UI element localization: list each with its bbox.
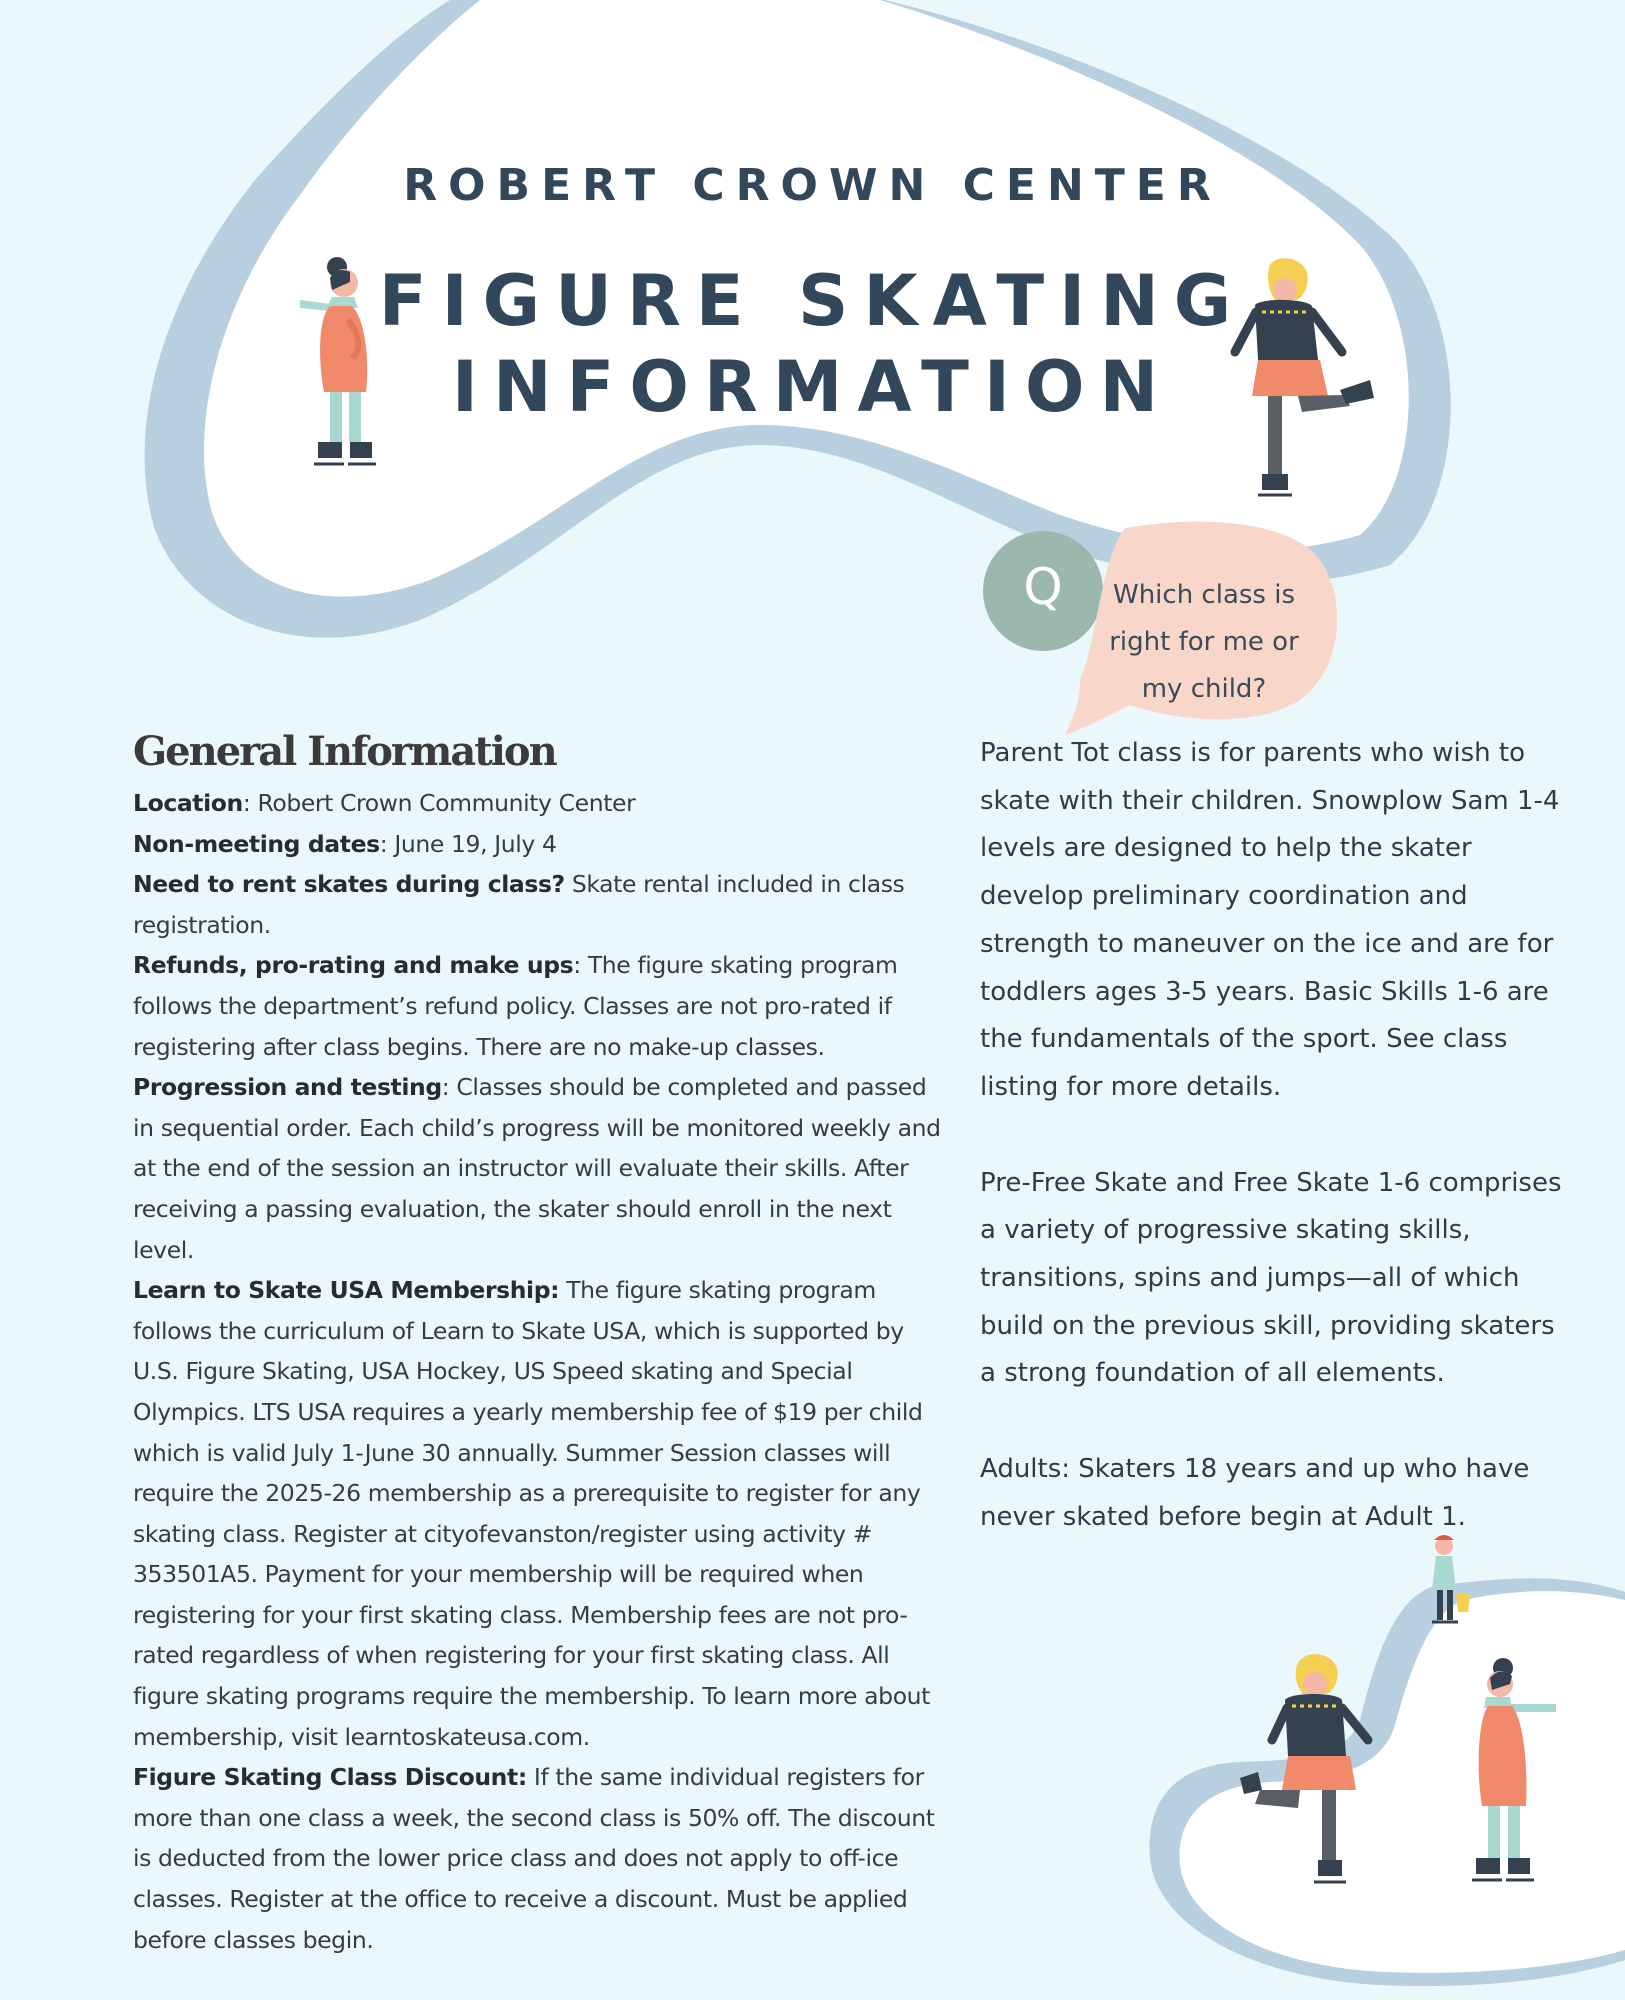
progression-label: Progression and testing <box>133 1073 442 1102</box>
page-title-line2: INFORMATION <box>451 346 1174 428</box>
location-sep: : <box>242 789 258 817</box>
rent-skates-sep <box>565 870 572 898</box>
page-title-line1: FIGURE SKATING <box>378 260 1247 342</box>
class-guide-paragraph-3: Adults: Skaters 18 years and up who have never skated before begin at Adult 1. <box>980 1454 1530 1532</box>
class-guide-paragraph-2: Pre-Free Skate and Free Skate 1-6 comprises a variety of progressive skating skills, transitions, spins and jumps—all of which build on the previous skill, providing skaters a strong foundation of all elements. <box>980 1167 1562 1389</box>
question-text: Which class is right for me or my child? <box>1109 580 1299 704</box>
general-information-heading: General Information <box>133 728 556 775</box>
page-title <box>0 258 1625 430</box>
membership-label: Learn to Skate USA Membership: <box>133 1276 560 1305</box>
non-meeting-dates-label: Non-meeting dates <box>133 829 380 858</box>
class-guide-section <box>980 730 1570 1590</box>
refunds-label: Refunds, pro-rating and make ups <box>133 951 574 980</box>
location-label: Location <box>133 789 243 817</box>
progression-sep: : <box>441 1073 457 1102</box>
rent-skates-label: Need to rent skates during class? <box>133 870 565 899</box>
discount-sep <box>527 1763 534 1791</box>
discount-label: Figure Skating Class Discount: <box>133 1763 527 1792</box>
rent-skates-value: Skate rental included in class registration. <box>133 870 905 939</box>
non-meeting-dates-value: June 19, July 4 <box>394 829 557 858</box>
general-information-section <box>133 728 948 1960</box>
refunds-sep: : <box>573 951 588 980</box>
class-guide-paragraph-1: Parent Tot class is for parents who wish to skate with their children. Snowplow Sam 1-4 levels are designed to help the skater develop preliminary coordination and strength to maneuver on the ice and are for toddlers ages 3-5 years. Basic Skills 1-6 are the fundamentals of the sport. See class listing for more details. <box>980 738 1560 1102</box>
progression-value: Classes should be completed and passed in sequential order. Each child’s progress will be monitored weekly and at the end of the session an instructor will evaluate their skills. After receiving a passing evaluation, the skater should enroll in the next level. <box>133 1073 941 1264</box>
general-information-body <box>133 783 948 1960</box>
org-name: ROBERT CROWN CENTER <box>403 160 1222 211</box>
membership-value: The figure skating program follows the curriculum of Learn to Skate USA, which is supported by U.S. Figure Skating, USA Hockey, US Speed skating and Special Olympics. LTS USA requires a yearly membership fee of $19 per child which is valid July 1-June 30 annually. Summer Session classes will require the 2025-26 membership as a prerequisite to register for any skating class. Register at cityofevanston/register using activity # 353501A5. Payment for your membership will be required when registering for your first skating class. Membership fees are not pro-rated regardless of when registering for your first skating class. All figure skating programs require the membership. To learn more about membership, visit learntoskateusa.com. <box>133 1276 930 1751</box>
location-value: Robert Crown Community Center <box>257 789 636 817</box>
discount-value: If the same individual registers for more than one class a week, the second class is 50% off. The discount is deducted from the lower price class and does not apply to off-ice classes. Register at the office to receive a discount. Must be applied before classes begin. <box>133 1763 935 1954</box>
refunds-value: The figure skating program follows the department’s refund policy. Classes are not pro-rated if registering after class begins. There are no make-up classes. <box>133 951 898 1061</box>
q-letter: Q <box>1023 558 1063 616</box>
non-meeting-dates-sep: : <box>379 829 395 858</box>
